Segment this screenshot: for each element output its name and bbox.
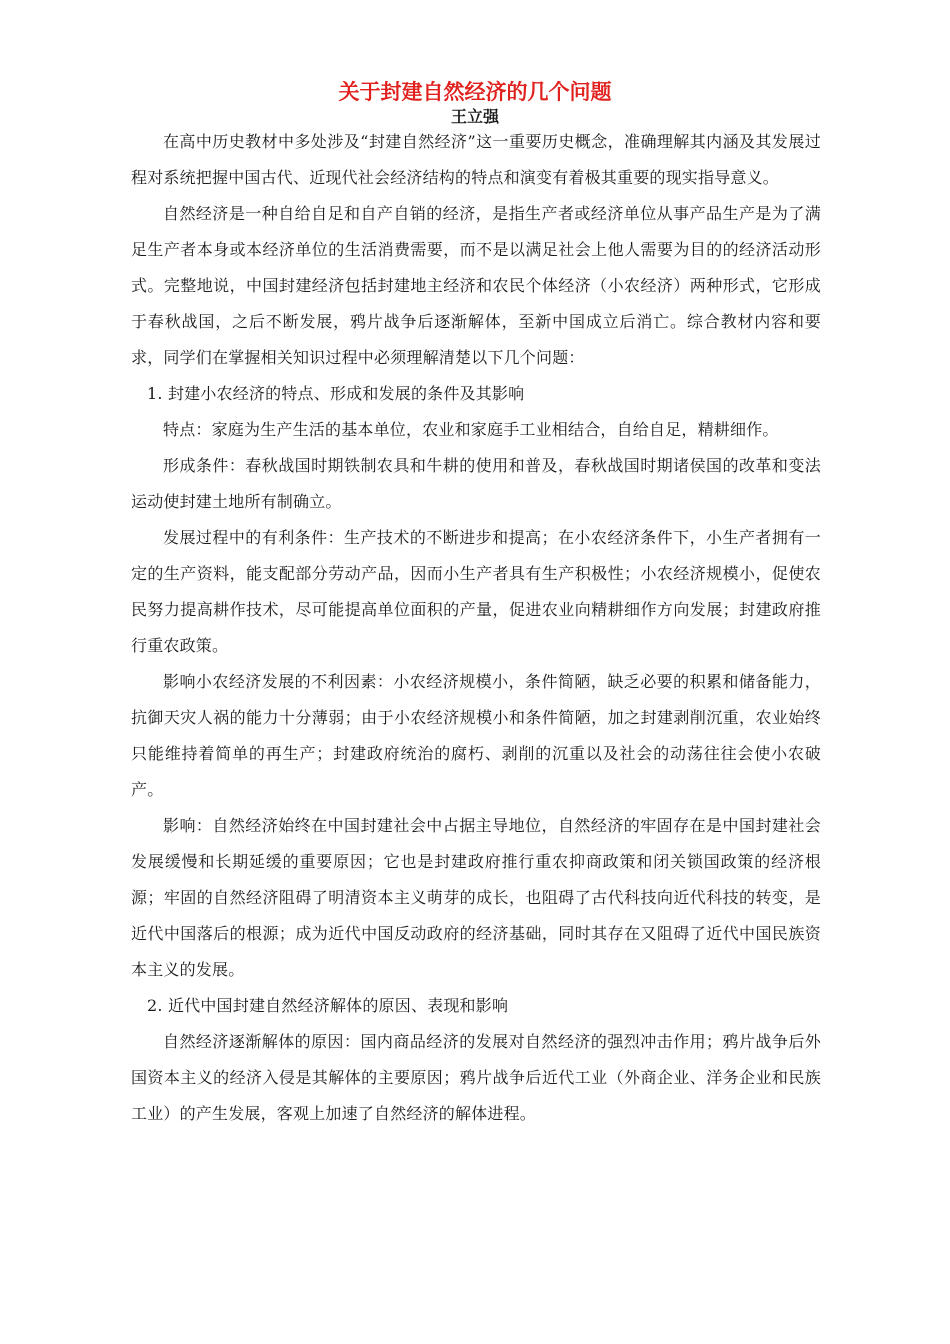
paragraph: 特点：家庭为生产生活的基本单位，农业和家庭手工业相结合，自给自足，精耕细作。 bbox=[163, 420, 779, 439]
document-body bbox=[131, 124, 821, 1132]
document-title: 关于封建自然经济的几个问题 bbox=[338, 80, 612, 104]
section-heading: 1. 封建小农经济的特点、形成和发展的条件及其影响 bbox=[147, 384, 525, 403]
paragraph: 影响小农经济发展的不利因素：小农经济规模小，条件简陋，缺乏必要的积累和储备能力，抗御天灾人祸的能力十分薄弱；由于小农经济规模小和条件简陋，加之封建剥削沉重，农业始终只能维持着简单的再生产；封建政府统治的腐朽、剥削的沉重以及社会的动荡往往会使小农破产。 bbox=[131, 672, 821, 799]
paragraph: 自然经济逐渐解体的原因：国内商品经济的发展对自然经济的强烈冲击作用；鸦片战争后外国资本主义的经济入侵是其解体的主要原因；鸦片战争后近代工业（外商企业、洋务企业和民族工业）的产生发展，客观上加速了自然经济的解体进程。 bbox=[131, 1032, 821, 1123]
paragraph: 在高中历史教材中多处涉及“封建自然经济”这一重要历史概念，准确理解其内涵及其发展过程对系统把握中国古代、近现代社会经济结构的特点和演变有着极其重要的现实指导意义。 bbox=[131, 132, 821, 187]
paragraph: 发展过程中的有利条件：生产技术的不断进步和提高；在小农经济条件下，小生产者拥有一定的生产资料，能支配部分劳动产品，因而小生产者具有生产积极性；小农经济规模小，促使农民努力提高耕作技术，尽可能提高单位面积的产量，促进农业向精耕细作方向发展；封建政府推行重农政策。 bbox=[131, 528, 821, 655]
paragraph: 形成条件：春秋战国时期铁制农具和牛耕的使用和普及，春秋战国时期诸侯国的改革和变法运动使封建土地所有制确立。 bbox=[131, 456, 821, 511]
section-heading: 2. 近代中国封建自然经济解体的原因、表现和影响 bbox=[147, 996, 509, 1015]
document-author: 王立强 bbox=[450, 107, 499, 126]
paragraph: 自然经济是一种自给自足和自产自销的经济，是指生产者或经济单位从事产品生产是为了满足生产者本身或本经济单位的生活消费需要，而不是以满足社会上他人需要为目的的经济活动形式。完整地说，中国封建经济包括封建地主经济和农民个体经济（小农经济）两种形式，它形成于春秋战国，之后不断发展，鸦片战争后逐渐解体，至新中国成立后消亡。综合教材内容和要求，同学们在掌握相关知识过程中必须理解清楚以下几个问题： bbox=[131, 204, 821, 367]
paragraph: 影响：自然经济始终在中国封建社会中占据主导地位，自然经济的牢固存在是中国封建社会发展缓慢和长期延缓的重要原因；它也是封建政府推行重农抑商政策和闭关锁国政策的经济根源；牢固的自然经济阻碍了明清资本主义萌芽的成长，也阻碍了古代科技向近代科技的转变，是近代中国落后的根源；成为近代中国反动政府的经济基础，同时其存在又阻碍了近代中国民族资本主义的发展。 bbox=[131, 816, 821, 979]
